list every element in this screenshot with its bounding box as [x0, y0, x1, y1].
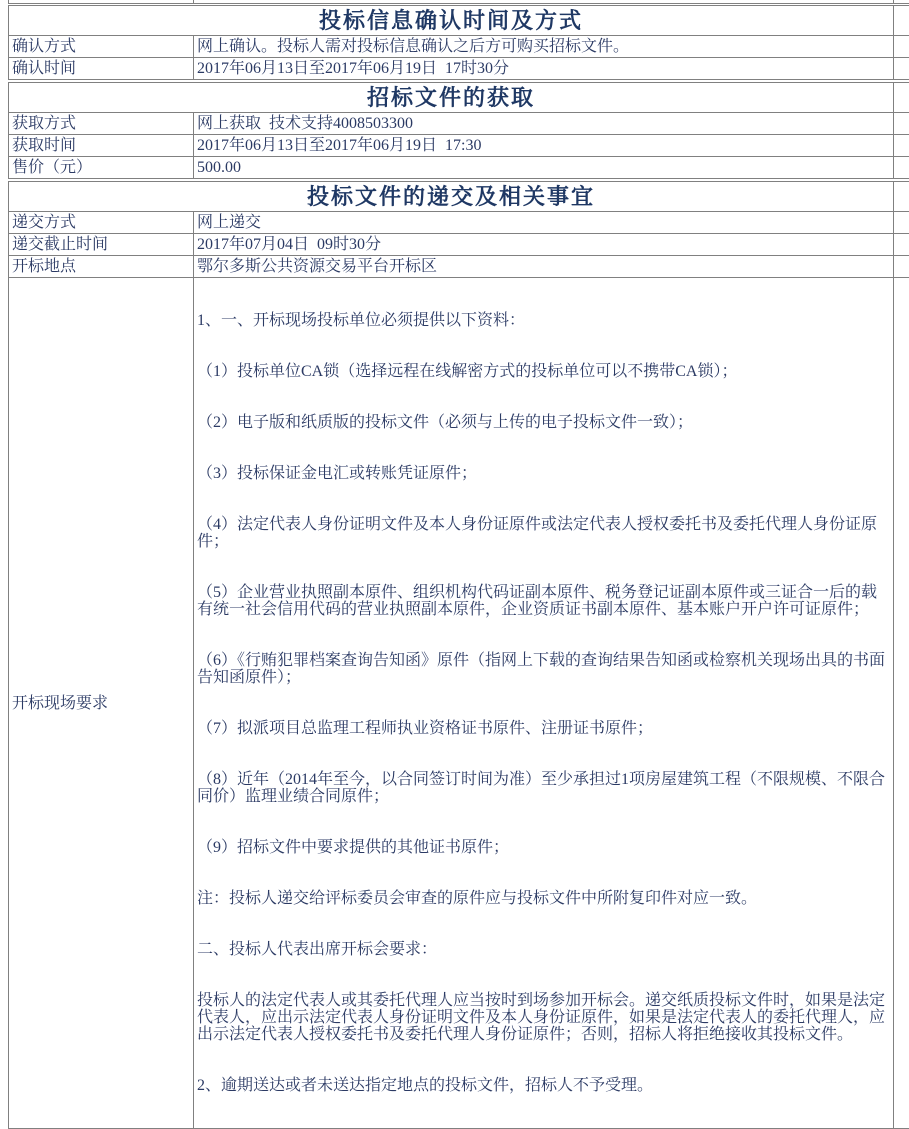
table-edge-cell [894, 58, 909, 80]
table-row [9, 212, 909, 234]
table-row [9, 256, 909, 278]
table-row [9, 113, 909, 135]
section-title: 投标文件的递交及相关事宜 [9, 182, 894, 212]
row-value: 2017年07月04日 09时30分 [194, 234, 894, 256]
requirement-line: （5）企业营业执照副本原件、组织机构代码证副本原件、税务登记证副本原件或三证合一后的载有统一社会信用代码的营业执照副本原件，企业资质证书副本原件、基本账户开户许可证原件； [197, 584, 890, 618]
table-row [9, 36, 909, 58]
table-edge-cell [894, 212, 909, 234]
requirement-line: （3）投标保证金电汇或转账凭证原件； [197, 465, 890, 482]
requirement-line: （9）招标文件中要求提供的其他证书原件； [197, 839, 890, 856]
row-label: 开标现场要求 [9, 278, 194, 1129]
table-edge-cell [894, 278, 909, 1129]
table-edge-cell [894, 182, 909, 212]
table-row [9, 58, 909, 80]
section-document-acquisition [8, 82, 909, 179]
row-label: 确认时间 [9, 58, 194, 80]
requirement-line: （6）《行贿犯罪档案查询告知函》原件（指网上下载的查询结果告知函或检察机关现场出具的书面告知函原件）； [197, 652, 890, 686]
section-bid-info-confirmation [8, 5, 909, 80]
requirement-line: （2）电子版和纸质版的投标文件（必须与上传的电子投标文件一致）； [197, 414, 890, 431]
table-edge-cell [894, 135, 909, 157]
requirement-line: （8）近年（2014年至今，以合同签订时间为准）至少承担过1项房屋建筑工程（不限规模、不限合同价）监理业绩合同原件； [197, 771, 890, 805]
row-value: 网上递交 [194, 212, 894, 234]
table-edge-cell [894, 256, 909, 278]
cutoff-label-cell [9, 0, 194, 4]
table-row [9, 234, 909, 256]
row-label: 获取时间 [9, 135, 194, 157]
opening-requirements-text [194, 278, 894, 1129]
table-edge-cell [894, 36, 909, 58]
requirement-line: 注：投标人递交给评标委员会审查的原件应与投标文件中所附复印件对应一致。 [197, 890, 890, 907]
table-edge-cell [894, 157, 909, 179]
row-label: 开标地点 [9, 256, 194, 278]
table-row-opening-requirements [9, 278, 909, 1129]
cutoff-top-row [8, 0, 909, 4]
row-label: 售价（元） [9, 157, 194, 179]
table-edge-cell [894, 234, 909, 256]
table-edge-cell [894, 83, 909, 113]
cutoff-value-cell [194, 0, 894, 4]
section-bid-submission [8, 181, 909, 1129]
requirement-line: 二、投标人代表出席开标会要求： [197, 941, 890, 958]
row-label: 递交方式 [9, 212, 194, 234]
requirement-line: 投标人的法定代表人或其委托代理人应当按时到场参加开标会。递交纸质投标文件时，如果是法定代表人，应出示法定代表人身份证明文件及本人身份证原件，如果是法定代表人的委托代理人，应出示法定代表人授权委托书及委托代理人身份证原件；否则，招标人将拒绝接收其投标文件。 [197, 992, 890, 1043]
table-row [9, 157, 909, 179]
row-value: 2017年06月13日至2017年06月19日 17:30 [194, 135, 894, 157]
requirement-line: 2、逾期送达或者未送达指定地点的投标文件，招标人不予受理。 [197, 1077, 890, 1094]
row-value: 网上确认。投标人需对投标信息确认之后方可购买招标文件。 [194, 36, 894, 58]
row-label: 递交截止时间 [9, 234, 194, 256]
row-value: 2017年06月13日至2017年06月19日 17时30分 [194, 58, 894, 80]
section-title: 招标文件的获取 [9, 83, 894, 113]
requirement-line: （4）法定代表人身份证明文件及本人身份证原件或法定代表人授权委托书及委托代理人身份证原件； [197, 516, 890, 550]
section-title: 投标信息确认时间及方式 [9, 6, 894, 36]
requirement-line: 1、一、开标现场投标单位必须提供以下资料： [197, 312, 890, 329]
table-row [9, 135, 909, 157]
table-edge-cell [894, 113, 909, 135]
row-value: 500.00 [194, 157, 894, 179]
requirement-line: （7）拟派项目总监理工程师执业资格证书原件、注册证书原件； [197, 720, 890, 737]
row-label: 确认方式 [9, 36, 194, 58]
table-edge-cell [894, 0, 909, 4]
table-edge-cell [894, 6, 909, 36]
requirement-line: （1）投标单位CA锁（选择远程在线解密方式的投标单位可以不携带CA锁）； [197, 363, 890, 380]
row-value: 网上获取 技术支持4008503300 [194, 113, 894, 135]
row-value: 鄂尔多斯公共资源交易平台开标区 [194, 256, 894, 278]
row-label: 获取方式 [9, 113, 194, 135]
